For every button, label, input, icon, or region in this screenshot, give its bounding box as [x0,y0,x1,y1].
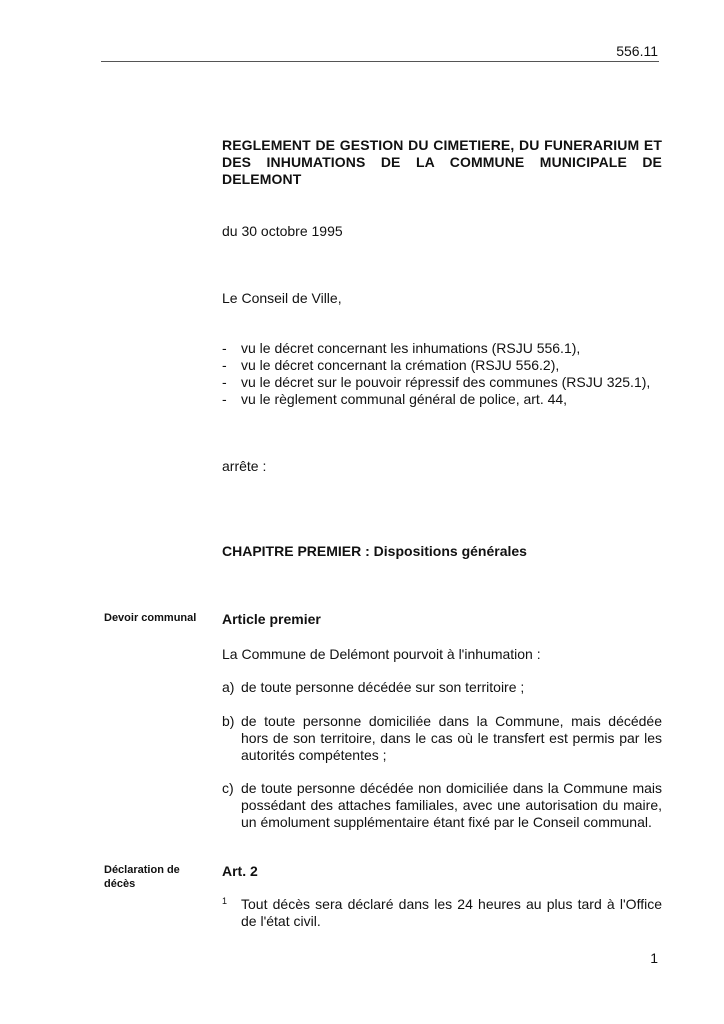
paragraph-number: 1 [222,896,228,906]
item-text: de toute personne décédée sur son territoire ; [241,679,525,695]
document-code: 556.11 [616,43,658,59]
considerant-item [222,374,662,391]
document-title: REGLEMENT DE GESTION DU CIMETIERE, DU FUNERARIUM ET DES INHUMATIONS DE LA COMMUNE MUNICIPALE DE DELEMONT [222,137,662,187]
article-1-item-b [222,713,662,764]
margin-note-article-2: Déclaration de décès [104,864,180,890]
considerant-item [222,357,662,374]
article-1-item-c [222,780,662,831]
item-label: a) [222,679,235,695]
header-rule [101,61,659,62]
arrete-statement: arrête : [222,458,267,474]
considerant-dash: - [222,374,227,390]
considerant-item [222,391,662,408]
considerant-text: vu le décret concernant la crémation (RSJU 556.2), [241,357,560,373]
considerant-dash: - [222,340,227,356]
item-label: b) [222,713,235,729]
margin-note-article-1: Devoir communal [104,612,197,624]
considerant-dash: - [222,391,227,407]
chapter-heading: CHAPITRE PREMIER : Dispositions générales [222,543,527,559]
considerants-list [222,340,662,408]
document-date: du 30 octobre 1995 [222,223,343,239]
article-1-item-a [222,679,662,696]
considerant-item [222,340,662,357]
considerant-text: vu le règlement communal général de police, art. 44, [241,391,568,407]
paragraph-text: Tout décès sera déclaré dans les 24 heures au plus tard à l'Office de l'état civil. [241,896,662,929]
considerant-text: vu le décret sur le pouvoir répressif des communes (RSJU 325.1), [241,374,651,390]
item-text: de toute personne domiciliée dans la Commune, mais décédée hors de son territoire, dans le cas où le transfert est permis par les autorités compétentes ; [241,713,662,763]
article-2-heading: Art. 2 [222,863,258,879]
council-preamble: Le Conseil de Ville, [222,290,342,306]
article-1-intro: La Commune de Delémont pourvoit à l'inhumation : [222,646,541,662]
page-number: 1 [650,950,658,966]
item-text: de toute personne décédée non domiciliée dans la Commune mais possédant des attaches familiales, avec une autorisation du maire, un émolument supplémentaire étant fixé par le Conseil communal. [241,780,662,830]
considerant-text: vu le décret concernant les inhumations (RSJU 556.1), [241,340,581,356]
considerant-dash: - [222,357,227,373]
article-2-paragraph [222,896,662,930]
article-1-heading: Article premier [222,611,321,627]
item-label: c) [222,780,234,796]
